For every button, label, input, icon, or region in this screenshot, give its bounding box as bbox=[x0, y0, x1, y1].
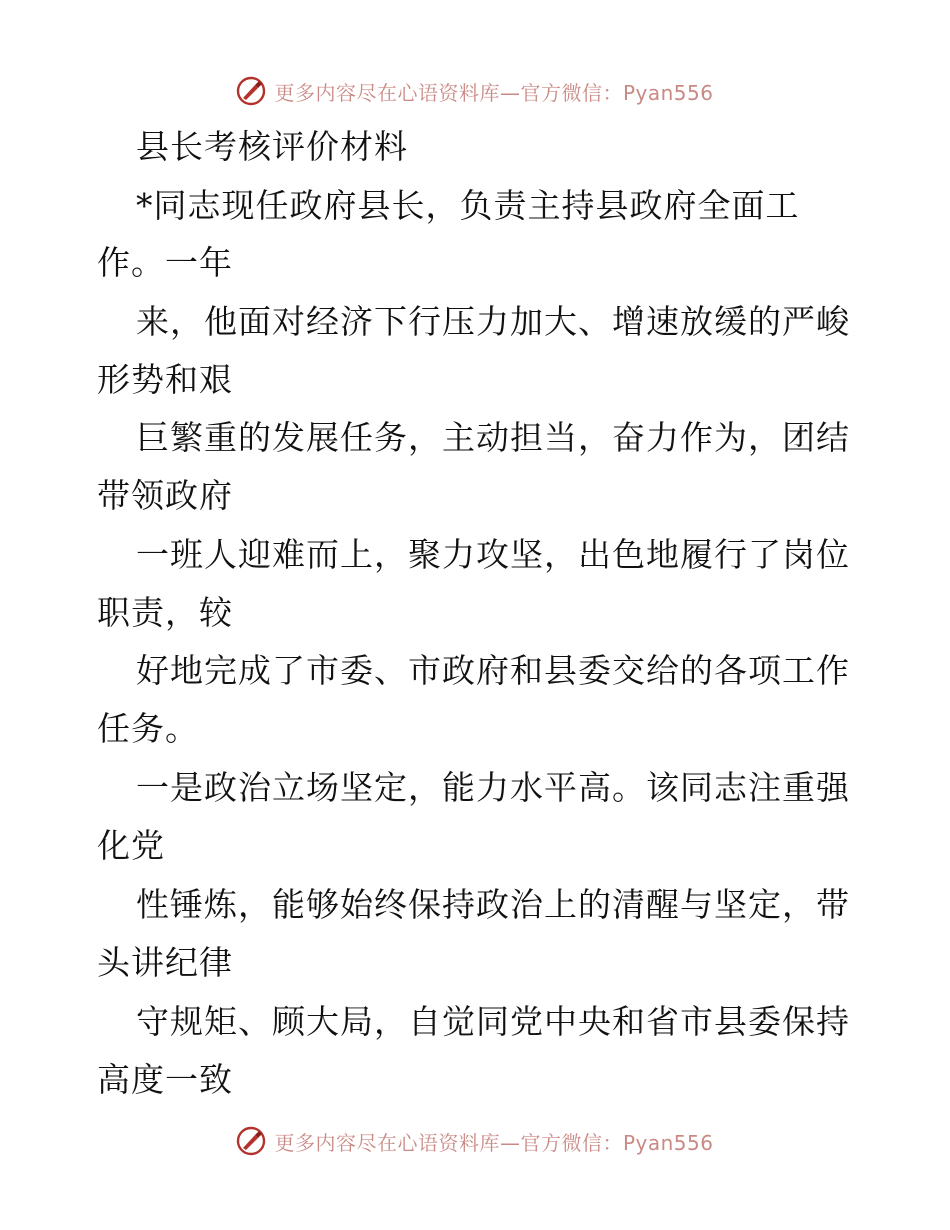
paragraph-line: 任务。 bbox=[97, 709, 199, 748]
paragraph-line: 头讲纪律 bbox=[97, 943, 233, 982]
paragraph-line: 来，他面对经济下行压力加大、增速放缓的严峻 bbox=[136, 302, 850, 341]
paragraph-line: 作。一年 bbox=[97, 243, 233, 282]
watermark-text: 更多内容尽在心语资料库—官方微信：Pyan556 bbox=[274, 80, 714, 105]
paragraph-line: 带领政府 bbox=[97, 476, 233, 515]
paragraph-line: 一班人迎难而上，聚力攻坚，出色地履行了岗位 bbox=[136, 535, 850, 574]
paragraph-line: 守规矩、顾大局，自觉同党中央和省市县委保持 bbox=[136, 1002, 850, 1041]
pen-logo-icon bbox=[236, 1126, 266, 1156]
paragraph-line: *同志现任政府县长，负责主持县政府全面工 bbox=[136, 186, 800, 225]
watermark-text: 更多内容尽在心语资料库—官方微信：Pyan556 bbox=[274, 1130, 714, 1155]
paragraph-line: 性锤炼，能够始终保持政治上的清醒与坚定，带 bbox=[136, 885, 850, 924]
paragraph-line: 巨繁重的发展任务，主动担当，奋力作为，团结 bbox=[136, 418, 850, 457]
paragraph-line: 形势和艰 bbox=[97, 360, 233, 399]
paragraph-line: 职责，较 bbox=[97, 593, 233, 632]
paragraph-line: 高度一致 bbox=[97, 1060, 233, 1099]
paragraph-line: 化党 bbox=[97, 826, 165, 865]
paragraph-line: 好地完成了市委、市政府和县委交给的各项工作 bbox=[136, 651, 850, 690]
document-title: 县长考核评价材料 bbox=[136, 127, 408, 166]
watermark-header bbox=[0, 71, 950, 111]
watermark-footer bbox=[0, 1121, 950, 1161]
paragraph-line: 一是政治立场坚定，能力水平高。该同志注重强 bbox=[136, 768, 850, 807]
pen-logo-icon bbox=[236, 76, 266, 106]
